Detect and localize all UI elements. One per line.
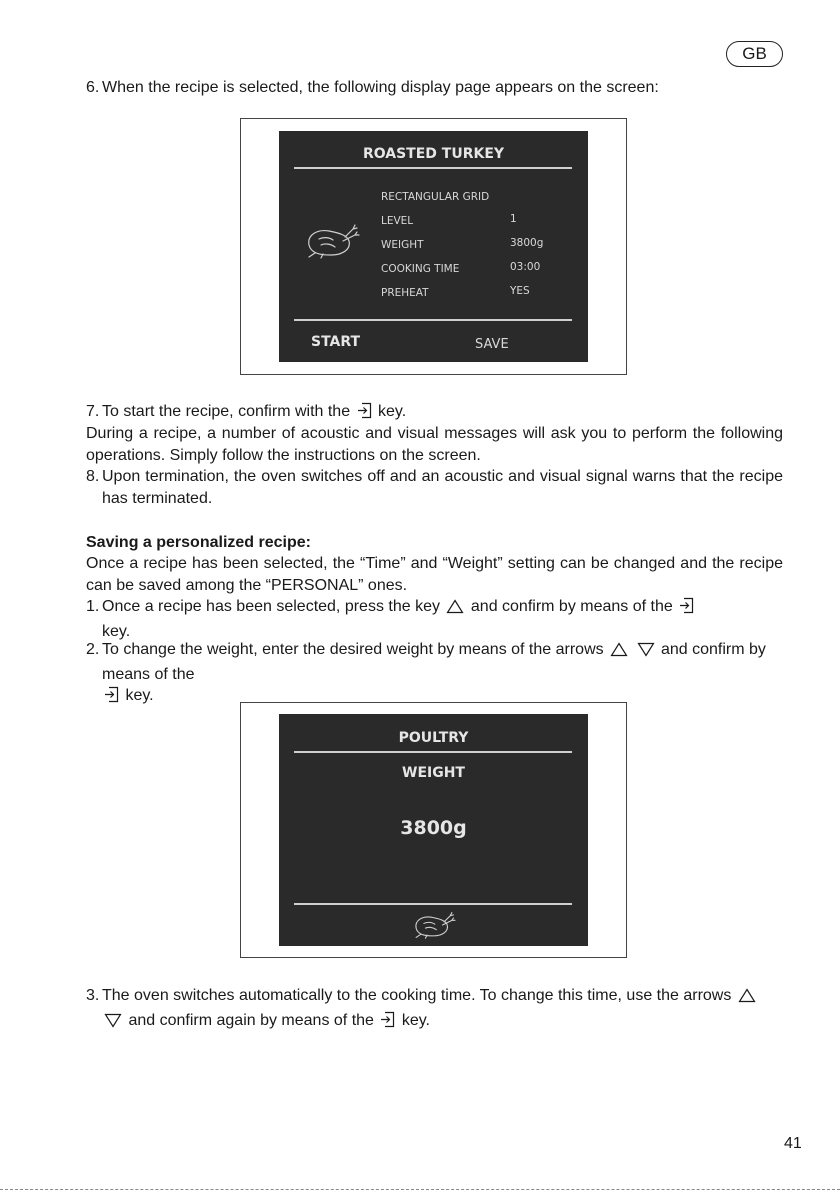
list-item-step-6	[86, 77, 783, 99]
step-text	[102, 985, 783, 1034]
step-number: 1.	[86, 598, 100, 615]
up-arrow-key-icon	[738, 988, 756, 1010]
step-text-part: and confirm by means of the	[102, 641, 766, 683]
screen-divider-top	[294, 167, 572, 169]
setting-label-grid: RECTANGULAR GRID	[381, 191, 490, 203]
step-number: 7.	[86, 403, 100, 420]
up-arrow-key-icon	[610, 642, 628, 664]
figure-roasted-turkey-display	[240, 118, 627, 375]
oven-display-screen	[279, 714, 588, 946]
paragraph-during-recipe: During a recipe, a number of acoustic and visual messages will ask you to perform the following operations. Simply follow the instructions on the screen.	[86, 425, 783, 464]
setting-value-level: 1	[510, 213, 517, 225]
confirm-key-icon	[104, 686, 119, 710]
section-heading-saving: Saving a personalized recipe:	[86, 534, 311, 551]
step-text-part: Once a recipe has been selected, press the key	[102, 598, 440, 615]
screen-divider-top	[294, 751, 572, 753]
roast-turkey-icon	[303, 223, 361, 266]
screen-divider-bottom	[294, 319, 572, 321]
setting-value-weight: 3800g	[510, 237, 544, 249]
start-option: START	[311, 334, 361, 350]
list-item-step-3	[86, 985, 783, 1034]
list-item-step-8	[86, 466, 783, 509]
setting-value-preheat: YES	[510, 285, 530, 297]
screen-subtitle: WEIGHT	[402, 765, 465, 781]
step-number: 6.	[86, 79, 100, 96]
list-item-saving-2	[86, 639, 783, 710]
language-badge: GB	[726, 41, 783, 67]
step-text	[102, 639, 783, 710]
step-text-part: key.	[102, 622, 131, 640]
setting-label-weight: WEIGHT	[381, 239, 424, 251]
page-number: 41	[784, 1135, 802, 1152]
step-text-part: The oven switches automatically to the cooking time. To change this time, use the arrows	[102, 987, 732, 1004]
step-text-part: and confirm again by means of the	[128, 1011, 374, 1029]
up-arrow-key-icon	[446, 599, 464, 621]
screen-title: ROASTED TURKEY	[362, 146, 505, 162]
list-item-step-7	[86, 401, 783, 426]
paragraph-saving-intro: Once a recipe has been selected, the “Time” and “Weight” setting can be changed and the recipe can be saved among the “PERSONAL” ones.	[86, 555, 783, 594]
step-number: 3.	[86, 987, 100, 1004]
weight-value: 3800g	[400, 817, 467, 839]
list-item-saving-1	[86, 596, 783, 642]
step-text-part: To change the weight, enter the desired weight by means of the arrows	[102, 641, 604, 658]
step-text-part: and confirm by means of the	[470, 598, 673, 615]
step-text-part: To start the recipe, confirm with the	[102, 403, 351, 420]
step-number: 2.	[86, 641, 100, 658]
setting-label-cooking-time: COOKING TIME	[381, 263, 460, 275]
save-option: SAVE	[475, 337, 509, 352]
step-text: When the recipe is selected, the following display page appears on the screen:	[102, 79, 659, 96]
oven-display-screen	[279, 131, 588, 362]
step-text	[102, 596, 783, 642]
page-bottom-dashed-rule	[0, 1189, 840, 1190]
step-number: 8.	[86, 468, 100, 485]
setting-label-level: LEVEL	[381, 215, 414, 227]
step-text-part: key.	[125, 687, 154, 704]
step-text-part: key.	[401, 1011, 430, 1029]
confirm-key-icon	[380, 1011, 395, 1035]
step-text-part: key.	[378, 403, 407, 420]
down-arrow-key-icon	[104, 1013, 122, 1035]
step-text: Upon termination, the oven switches off and an acoustic and visual signal warns that the recipe has terminated.	[102, 468, 783, 507]
screen-title: POULTRY	[398, 730, 469, 746]
poultry-icon	[411, 911, 457, 946]
setting-value-cooking-time: 03:00	[510, 261, 541, 273]
step-text	[102, 401, 783, 426]
confirm-key-icon	[357, 402, 372, 426]
figure-poultry-weight-display	[240, 702, 627, 958]
screen-divider-bottom	[294, 903, 572, 905]
confirm-key-icon	[679, 597, 694, 621]
setting-label-preheat: PREHEAT	[381, 287, 429, 299]
down-arrow-key-icon	[637, 642, 655, 664]
